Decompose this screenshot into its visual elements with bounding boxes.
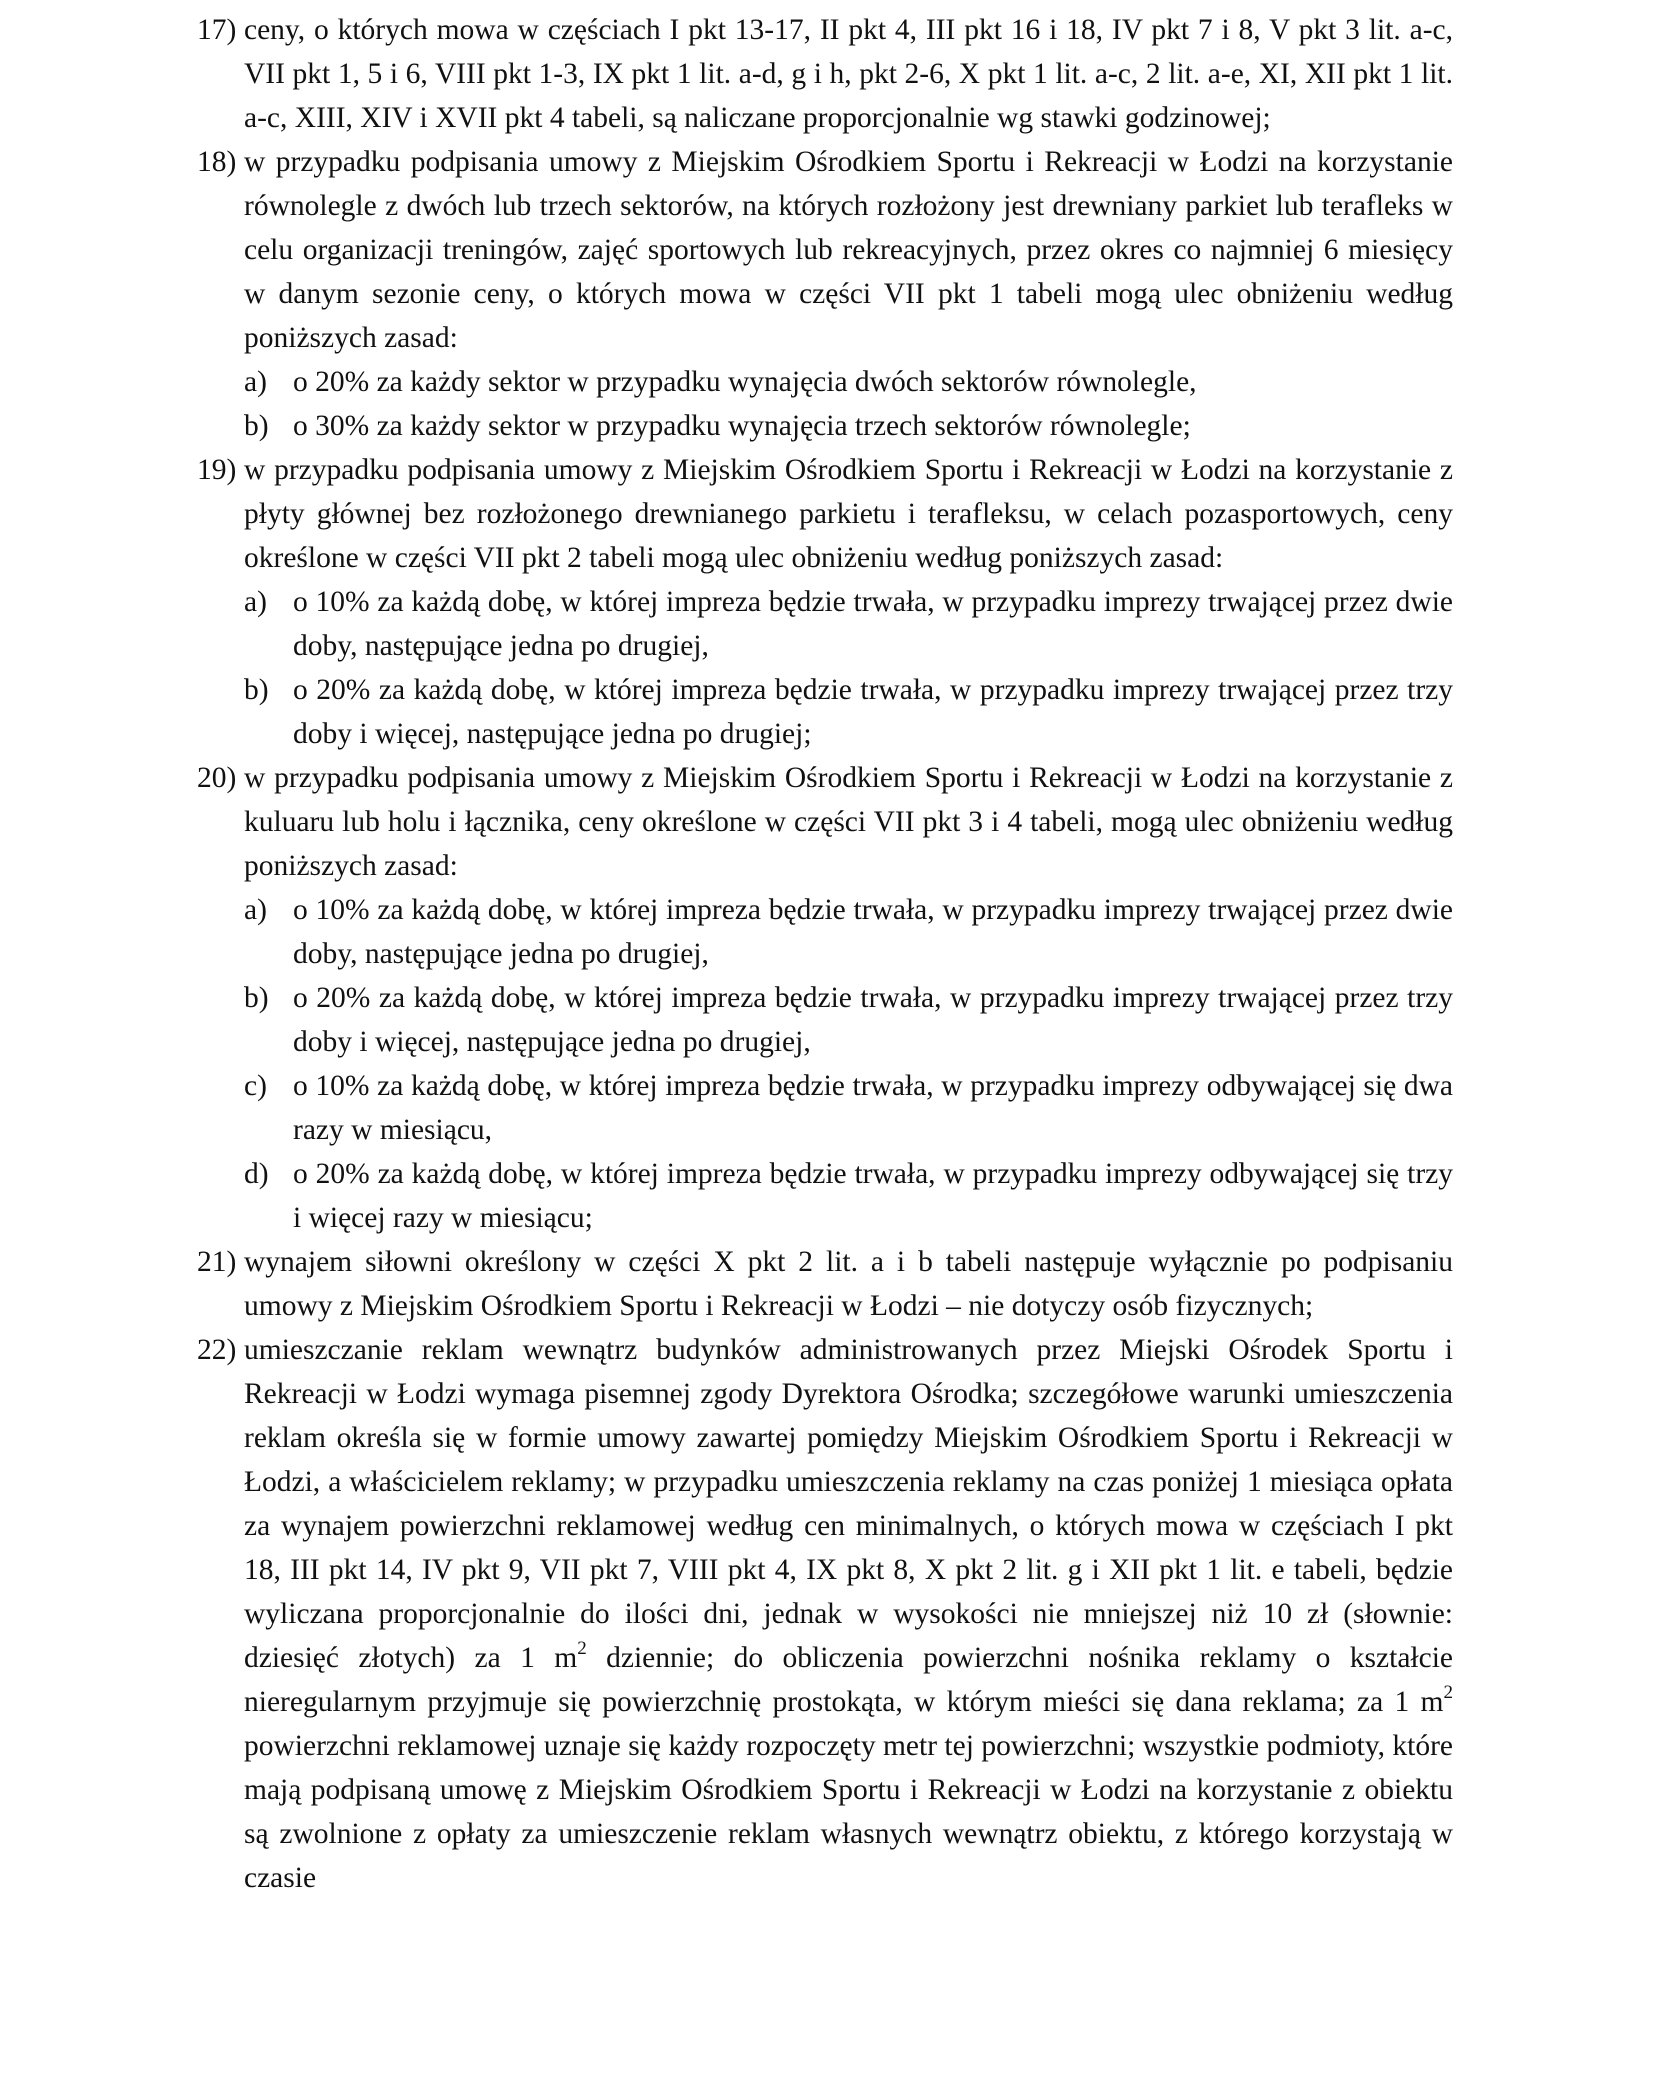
- sub-item-b: [197, 404, 1453, 448]
- item-text: ceny, o których mowa w częściach I pkt 13-17, II pkt 4, III pkt 16 i 18, IV pkt 7 i 8, V pkt 3 lit. a-c, VII pkt 1, 5 i 6, VIII pkt 1-3, IX pkt 1 lit. a-d, g i h, pkt 2-6, X pkt 1 lit. a-c, 2 lit. a-e, XI, XII pkt 1 lit. a-c, XIII, XIV i XVII pkt 4 tabeli, są naliczane proporcjonalnie wg stawki godzinowej;: [244, 14, 1453, 134]
- sub-item-letter: d): [244, 1158, 269, 1190]
- sub-item-letter: b): [244, 674, 269, 706]
- sub-item-letter: b): [244, 410, 269, 442]
- sub-item-letter: a): [244, 366, 267, 398]
- document-page: [197, 8, 1453, 1900]
- item-number: 19): [197, 454, 237, 486]
- item-text: w przypadku podpisania umowy z Miejskim Ośrodkiem Sportu i Rekreacji w Łodzi na korzystanie z płyty głównej bez rozłożonego drewnianego parkietu i terafleksu, w celach pozasportowych, ceny określone w części VII pkt 2 tabeli mogą ulec obniżeniu według poniższych zasad:: [244, 454, 1453, 574]
- list-item-22: [197, 1328, 1453, 1900]
- sub-item-b: [197, 976, 1453, 1064]
- sub-item-text: o 30% za każdy sektor w przypadku wynajęcia trzech sektorów równolegle;: [293, 410, 1191, 442]
- sub-item-d: [197, 1152, 1453, 1240]
- sub-item-a: [197, 888, 1453, 976]
- sub-item-text: o 10% za każdą dobę, w której impreza będzie trwała, w przypadku imprezy trwającej przez dwie doby, następujące jedna po drugiej,: [293, 586, 1453, 662]
- sub-item-letter: c): [244, 1070, 267, 1102]
- sub-item-text: o 20% za każdy sektor w przypadku wynajęcia dwóch sektorów równolegle,: [293, 366, 1197, 398]
- sub-item-text: o 10% za każdą dobę, w której impreza będzie trwała, w przypadku imprezy odbywającej się dwa razy w miesiącu,: [293, 1070, 1453, 1146]
- item-text: w przypadku podpisania umowy z Miejskim Ośrodkiem Sportu i Rekreacji w Łodzi na korzystanie równolegle z dwóch lub trzech sektorów, na których rozłożony jest drewniany parkiet lub terafleks w celu organizacji treningów, zajęć sportowych lub rekreacyjnych, przez okres co najmniej 6 miesięcy w danym sezonie ceny, o których mowa w części VII pkt 1 tabeli mogą ulec obniżeniu według poniższych zasad:: [244, 146, 1453, 354]
- item-text: wynajem siłowni określony w części X pkt 2 lit. a i b tabeli następuje wyłącznie po podpisaniu umowy z Miejskim Ośrodkiem Sportu i Rekreacji w Łodzi – nie dotyczy osób fizycznych;: [244, 1246, 1453, 1322]
- list-item-21: [197, 1240, 1453, 1328]
- list-item-19: [197, 448, 1453, 580]
- sub-item-a: [197, 360, 1453, 404]
- list-item-18: [197, 140, 1453, 360]
- sub-item-letter: b): [244, 982, 269, 1014]
- item-number: 20): [197, 762, 237, 794]
- sub-item-b: [197, 668, 1453, 756]
- item-number: 22): [197, 1334, 237, 1366]
- item-number: 17): [197, 14, 237, 46]
- sub-item-c: [197, 1064, 1453, 1152]
- superscript: 2: [577, 1638, 587, 1660]
- item-text: w przypadku podpisania umowy z Miejskim Ośrodkiem Sportu i Rekreacji w Łodzi na korzystanie z kuluaru lub holu i łącznika, ceny określone w części VII pkt 3 i 4 tabeli, mogą ulec obniżeniu według poniższych zasad:: [244, 762, 1453, 882]
- sub-item-letter: a): [244, 894, 267, 926]
- sub-item-text: o 20% za każdą dobę, w której impreza będzie trwała, w przypadku imprezy odbywającej się trzy i więcej razy w miesiącu;: [293, 1158, 1453, 1234]
- sub-item-text: o 10% za każdą dobę, w której impreza będzie trwała, w przypadku imprezy trwającej przez dwie doby, następujące jedna po drugiej,: [293, 894, 1453, 970]
- item-text: umieszczanie reklam wewnątrz budynków administrowanych przez Miejski Ośrodek Sportu i Rekreacji w Łodzi wymaga pisemnej zgody Dyrektora Ośrodka; szczegółowe warunki umieszczenia reklam określa się w formie umowy zawartej pomiędzy Miejskim Ośrodkiem Sportu i Rekreacji w Łodzi, a właścicielem reklamy; w przypadku umieszczenia reklamy na czas poniżej 1 miesiąca opłata za wynajem powierzchni reklamowej według cen minimalnych, o których mowa w częściach I pkt 18, III pkt 14, IV pkt 9, VII pkt 7, VIII pkt 4, IX pkt 8, X pkt 2 lit. g i XII pkt 1 lit. e tabeli, będzie wyliczana proporcjonalnie do ilości dni, jednak w wysokości nie mniejszej niż 10 zł (słownie: dziesięć złotych) za 1 $m^2$ dziennie; do obliczenia powierzchni nośnika reklamy o kształcie nieregularnym przyjmuje się powierzchnię prostokąta, w którym mieści się dana reklama; za 1 $m^2$ powierzchni reklamowej uznaje się każdy rozpoczęty metr tej powierzchni; wszystkie podmioty, które mają podpisaną umowę z Miejskim Ośrodkiem Sportu i Rekreacji w Łodzi na korzystanie z obiektu są zwolnione z opłaty za umieszczenie reklam własnych wewnątrz obiektu, z którego korzystają w czasie: [244, 1334, 1453, 1894]
- sub-item-text: o 20% za każdą dobę, w której impreza będzie trwała, w przypadku imprezy trwającej przez trzy doby i więcej, następujące jedna po drugiej,: [293, 982, 1453, 1058]
- numbered-list: [197, 8, 1453, 1328]
- sub-item-a: [197, 580, 1453, 668]
- item-number: 21): [197, 1246, 237, 1278]
- sub-item-letter: a): [244, 586, 267, 618]
- sub-item-text: o 20% za każdą dobę, w której impreza będzie trwała, w przypadku imprezy trwającej przez trzy doby i więcej, następujące jedna po drugiej;: [293, 674, 1453, 750]
- item-number: 18): [197, 146, 237, 178]
- list-item-17: [197, 8, 1453, 140]
- list-item-20: [197, 756, 1453, 888]
- superscript: 2: [1443, 1682, 1453, 1704]
